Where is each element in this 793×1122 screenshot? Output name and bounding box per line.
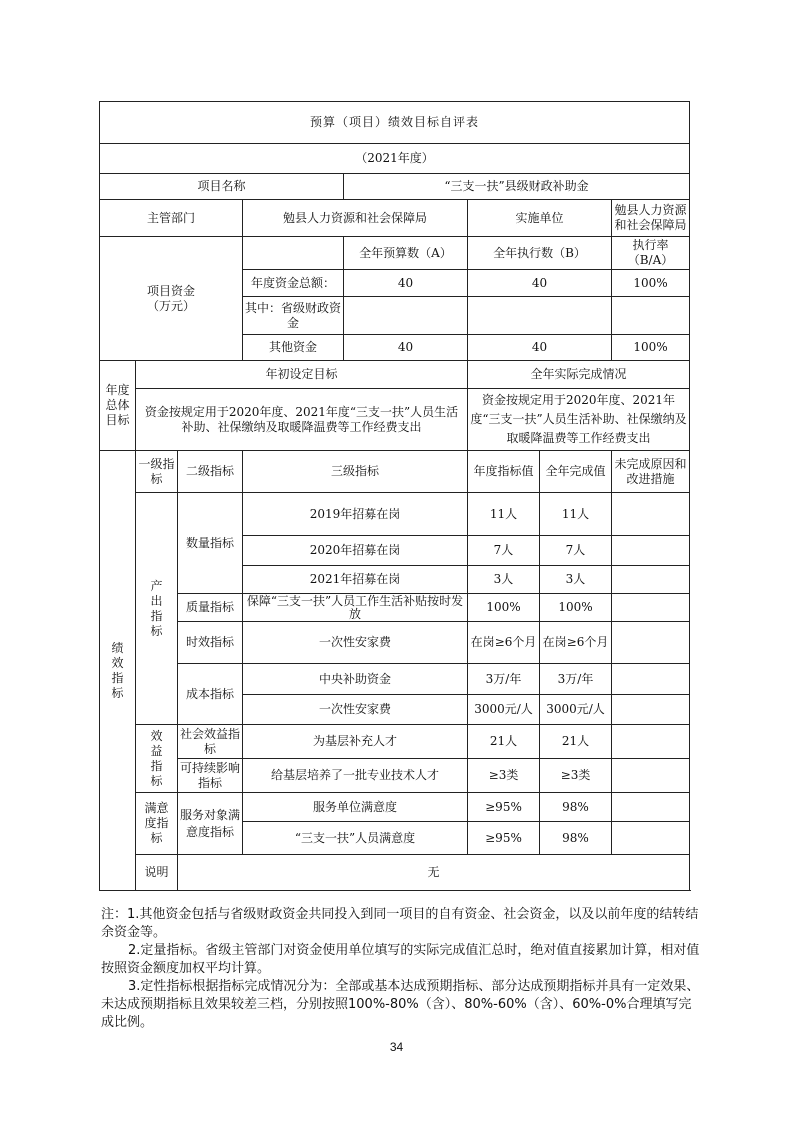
- s2-target: ≥3类: [468, 759, 540, 793]
- level3-header: 三级指标: [243, 451, 468, 493]
- c2-target: 3000元/人: [468, 695, 540, 725]
- q3-target: 3人: [468, 566, 540, 594]
- social-benefit-label: 社会效益指标: [178, 725, 243, 759]
- set-goal-header: 年初设定目标: [136, 361, 468, 389]
- s2-actual: ≥3类: [540, 759, 612, 793]
- funds-label: 项目资金（万元）: [100, 237, 243, 361]
- impl-unit-label: 实施单位: [468, 200, 612, 237]
- ql-target: 100%: [468, 594, 540, 622]
- page-number: 34: [389, 1040, 404, 1054]
- s1-name: 为基层补充人才: [243, 725, 468, 759]
- c1-target: 3万/年: [468, 664, 540, 695]
- m1-reason: [612, 793, 690, 822]
- tm-name: 一次性安家费: [243, 622, 468, 664]
- target-value-header: 年度指标值: [468, 451, 540, 493]
- note-1: 注：1.其他资金包括与省级财政资金共同投入到同一项目的自有资金、社会资金，以及以前年度的结转结余资金等。: [101, 907, 699, 940]
- ql-name: 保障“三支一扶”人员工作生活补贴按时发放: [243, 594, 468, 622]
- output-indicator-label: 产出指标: [136, 493, 178, 725]
- fund-row-provincial-a: [344, 297, 468, 335]
- benefit-indicator-label: 效益指标: [136, 725, 178, 793]
- q1-name: 2019年招募在岗: [243, 493, 468, 536]
- fund-row-provincial-rate: [612, 297, 690, 335]
- actual-goal-header: 全年实际完成情况: [468, 361, 690, 389]
- s2-reason: [612, 759, 690, 793]
- q2-actual: 7人: [540, 536, 612, 566]
- c1-name: 中央补助资金: [243, 664, 468, 695]
- fund-row-total-rate: 100%: [612, 270, 690, 297]
- m2-name: “三支一扶”人员满意度: [243, 822, 468, 855]
- s1-target: 21人: [468, 725, 540, 759]
- m2-actual: 98%: [540, 822, 612, 855]
- fund-row-other-label: 其他资金: [243, 335, 344, 361]
- reason-header: 未完成原因和改进措施: [612, 451, 690, 493]
- c2-reason: [612, 695, 690, 725]
- m1-actual: 98%: [540, 793, 612, 822]
- q2-target: 7人: [468, 536, 540, 566]
- fund-row-other-rate: 100%: [612, 335, 690, 361]
- table-title: 预算（项目）绩效目标自评表: [100, 102, 690, 144]
- budget-col-header: 全年预算数（A）: [344, 237, 468, 270]
- fund-row-total-a: 40: [344, 270, 468, 297]
- fund-empty-header: [243, 237, 344, 270]
- fund-row-other-a: 40: [344, 335, 468, 361]
- q3-actual: 3人: [540, 566, 612, 594]
- satisfaction-indicator-label: 满意度指标: [136, 793, 178, 855]
- annual-goal-label: 年度总体目标: [100, 361, 136, 451]
- level1-header: 一级指标: [136, 451, 178, 493]
- fund-row-provincial-b: [468, 297, 612, 335]
- self-evaluation-table: [99, 101, 690, 891]
- q2-reason: [612, 536, 690, 566]
- q1-target: 11人: [468, 493, 540, 536]
- q2-name: 2020年招募在岗: [243, 536, 468, 566]
- service-object-satisfaction-label: 服务对象满意度指标: [178, 793, 243, 855]
- remark-label: 说明: [136, 855, 178, 891]
- quantity-indicator-label: 数量指标: [178, 493, 243, 594]
- m1-name: 服务单位满意度: [243, 793, 468, 822]
- fund-row-total-label: 年度资金总额：: [243, 270, 344, 297]
- rate-col-header: 执行率（B/A）: [612, 237, 690, 270]
- note-3: 3.定性指标根据指标完成情况分为：全部或基本达成预期指标、部分达成预期指标并具有一定效果、未达成预期指标且效果较差三档，分别按照100%-80%（含）、80%-60%（含）、60%-0%合理填写完成比例。: [101, 979, 700, 1030]
- s1-reason: [612, 725, 690, 759]
- q3-reason: [612, 566, 690, 594]
- quality-indicator-label: 质量指标: [178, 594, 243, 622]
- perf-indicator-label: 绩效指标: [100, 451, 136, 891]
- tm-reason: [612, 622, 690, 664]
- project-name-value: “三支一扶”县级财政补助金: [344, 174, 690, 200]
- actual-goal-text: 资金按规定用于2020年度、2021年度“三支一扶”人员生活补助、社保缴纳及取暖降温费等工作经费支出: [468, 389, 690, 451]
- tm-actual: 在岗≥6个月: [540, 622, 612, 664]
- timeliness-indicator-label: 时效指标: [178, 622, 243, 664]
- impl-unit-value: 勉县人力资源和社会保障局: [612, 200, 690, 237]
- dept-value: 勉县人力资源和社会保障局: [243, 200, 468, 237]
- footnotes: [101, 906, 701, 1032]
- exec-col-header: 全年执行数（B）: [468, 237, 612, 270]
- m2-reason: [612, 822, 690, 855]
- fund-row-provincial-label: 其中：省级财政资金: [243, 297, 344, 335]
- m1-target: ≥95%: [468, 793, 540, 822]
- evaluation-form: [99, 101, 689, 891]
- note-2: 2.定量指标。省级主管部门对资金使用单位填写的实际完成值汇总时，绝对值直接累加计算，相对值按照资金额度加权平均计算。: [101, 943, 700, 976]
- c2-actual: 3000元/人: [540, 695, 612, 725]
- c1-reason: [612, 664, 690, 695]
- m2-target: ≥95%: [468, 822, 540, 855]
- fund-row-total-b: 40: [468, 270, 612, 297]
- set-goal-text: 资金按规定用于2020年度、2021年度“三支一扶”人员生活补助、社保缴纳及取暖降温费等工作经费支出: [136, 389, 468, 451]
- c1-actual: 3万/年: [540, 664, 612, 695]
- actual-value-header: 全年完成值: [540, 451, 612, 493]
- s1-actual: 21人: [540, 725, 612, 759]
- q1-reason: [612, 493, 690, 536]
- ql-reason: [612, 594, 690, 622]
- fund-row-other-b: 40: [468, 335, 612, 361]
- tm-target: 在岗≥6个月: [468, 622, 540, 664]
- fiscal-year: （2021年度）: [100, 144, 690, 174]
- ql-actual: 100%: [540, 594, 612, 622]
- dept-label: 主管部门: [100, 200, 243, 237]
- remark-value: 无: [178, 855, 690, 891]
- q1-actual: 11人: [540, 493, 612, 536]
- q3-name: 2021年招募在岗: [243, 566, 468, 594]
- sustainability-label: 可持续影响指标: [178, 759, 243, 793]
- c2-name: 一次性安家费: [243, 695, 468, 725]
- level2-header: 二级指标: [178, 451, 243, 493]
- cost-indicator-label: 成本指标: [178, 664, 243, 725]
- s2-name: 给基层培养了一批专业技术人才: [243, 759, 468, 793]
- project-name-label: 项目名称: [100, 174, 344, 200]
